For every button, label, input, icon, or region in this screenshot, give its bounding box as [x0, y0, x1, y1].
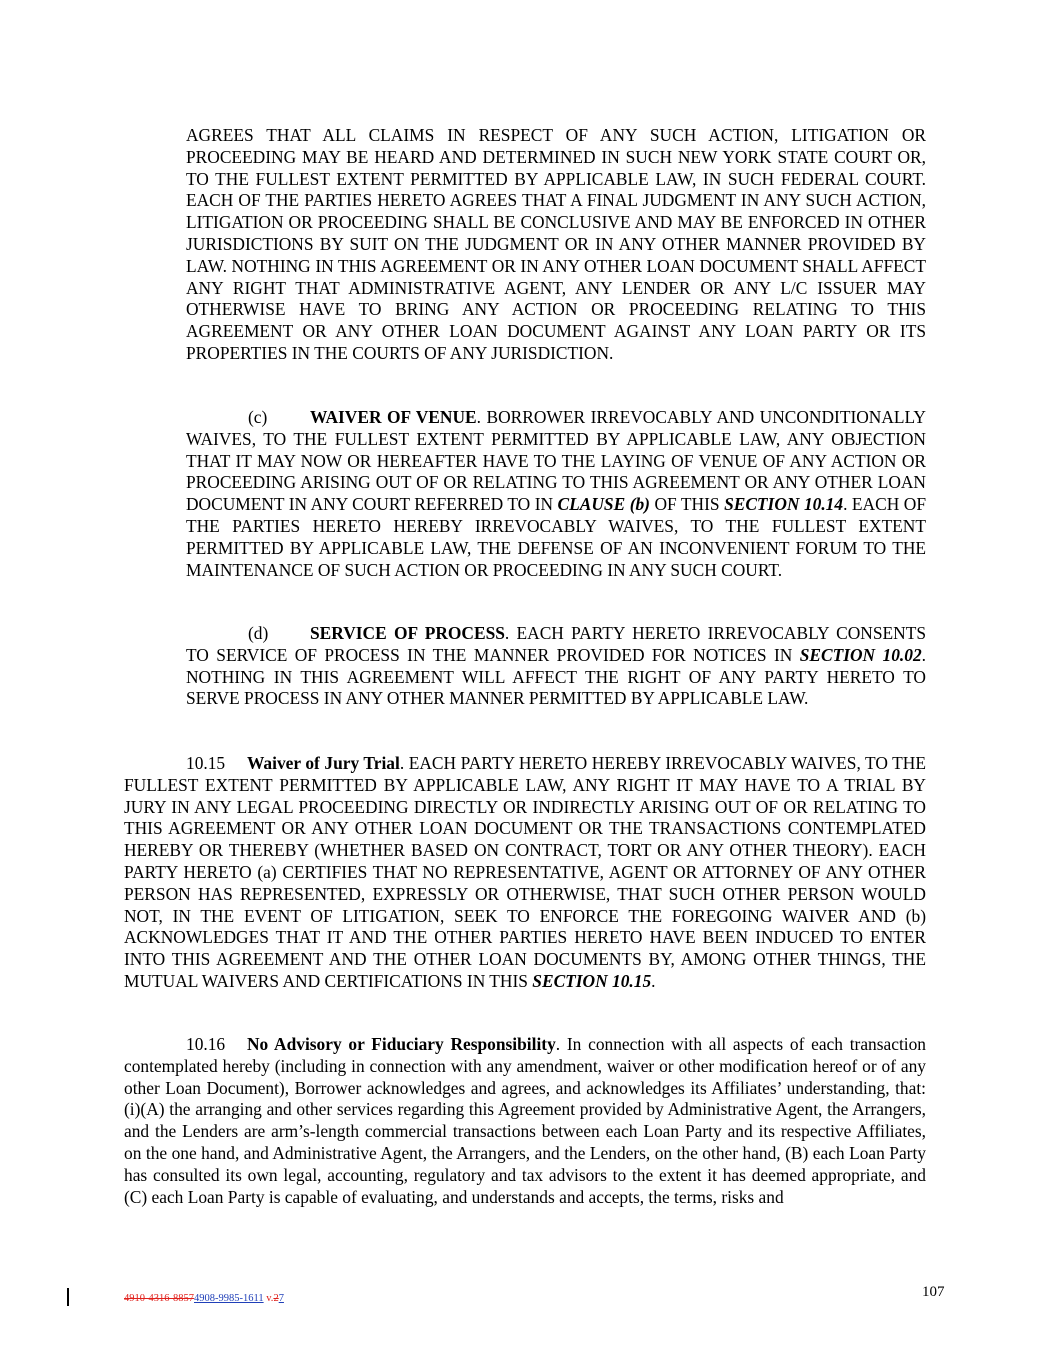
clause-label: (d): [248, 623, 269, 643]
inserted-version: 7: [278, 1293, 284, 1304]
section-text: . In connection with all aspects of each transaction contemplated hereby (including in connection with any amendment, waiver or other modification hereof or of any other Loan Document), Borrower acknowledges and agrees, and acknowledges its Affiliates’ understanding, that: (i)(A) the arranging and other services regarding this Agreement provided by Administrative Agent, the Arrangers, and the Lenders are arm’s-length commercial transactions between each Loan Party and its respective Affiliates, on the one hand, and Administrative Agent, the Arrangers, and the Lenders, on the other hand, (B) each Loan Party has consulted its own legal, accounting, regulatory and tax advisors to the extent it has deemed appropriate, and (C) each Loan Party is capable of evaluating, and understands and accepts, the terms, risks and: [124, 1034, 926, 1207]
paragraph-text: AGREES THAT ALL CLAIMS IN RESPECT OF ANY SUCH ACTION, LITIGATION OR PROCEEDING MAY BE HEARD AND DETERMINED IN SUCH NEW YORK STATE COURT OR, TO THE FULLEST EXTENT PERMITTED BY APPLICABLE LAW, IN SUCH FEDERAL COURT. EACH OF THE PARTIES HERETO AGREES THAT A FINAL JUDGMENT IN ANY SUCH ACTION, LITIGATION OR PROCEEDING SHALL BE CONCLUSIVE AND MAY BE ENFORCED IN OTHER JURISDICTIONS BY SUIT ON THE JUDGMENT OR IN ANY OTHER MANNER PROVIDED BY LAW. NOTHING IN THIS AGREEMENT OR IN ANY OTHER LOAN DOCUMENT SHALL AFFECT ANY RIGHT THAT ADMINISTRATIVE AGENT, ANY LENDER OR ANY L/C ISSUER MAY OTHERWISE HAVE TO BRING ANY ACTION OR PROCEEDING RELATING TO THIS AGREEMENT OR ANY OTHER LOAN DOCUMENT AGAINST ANY LOAN PARTY OR ITS PROPERTIES IN THE COURTS OF ANY JURISDICTION.: [186, 125, 926, 363]
clause-heading: WAIVER OF VENUE: [310, 407, 477, 427]
clause-text: OF THIS: [649, 494, 725, 515]
section-number: 10.16: [186, 1034, 226, 1054]
section-text: .: [651, 970, 656, 991]
cross-reference: SECTION 10.02: [799, 644, 922, 665]
section-10-15-waiver-of-jury-trial: [124, 753, 926, 993]
deleted-doc-id: 4910-4316-8857: [124, 1293, 194, 1304]
clause-heading: SERVICE OF PROCESS: [310, 623, 505, 643]
cross-reference: SECTION 10.14: [724, 494, 844, 515]
revision-change-bar: [67, 1288, 69, 1306]
inserted-doc-id: 4908-9985-1611: [194, 1293, 264, 1304]
section-heading: No Advisory or Fiduciary Responsibility: [247, 1034, 556, 1054]
section-heading: Waiver of Jury Trial: [247, 753, 400, 773]
cross-reference: SECTION 10.15: [532, 970, 652, 991]
section-10-16-no-advisory-responsibility: [124, 1034, 926, 1208]
section-text: . EACH PARTY HERETO HEREBY IRREVOCABLY WAIVES, TO THE FULLEST EXTENT PERMITTED BY APPLICABLE LAW, ANY RIGHT IT MAY HAVE TO A TRIAL BY JURY IN ANY LEGAL PROCEEDING DIRECTLY OR INDIRECTLY ARISING OUT OF OR RELATING TO THIS AGREEMENT OR ANY OTHER LOAN DOCUMENT OR THE TRANSACTIONS CONTEMPLATED HEREBY OR THEREBY (WHETHER BASED ON CONTRACT, TORT OR ANY OTHER THEORY). EACH PARTY HERETO (a) CERTIFIES THAT NO REPRESENTATIVE, AGENT OR ATTORNEY OF ANY OTHER PERSON HAS REPRESENTED, EXPRESSLY OR OTHERWISE, THAT SUCH OTHER PERSON WOULD NOT, IN THE EVENT OF LITIGATION, SEEK TO ENFORCE THE FOREGOING WAIVER AND (b) ACKNOWLEDGES THAT IT AND THE OTHER PARTIES HERETO HAVE BEEN INDUCED TO ENTER INTO THIS AGREEMENT AND THE OTHER LOAN DOCUMENTS BY, AMONG OTHER THINGS, THE MUTUAL WAIVERS AND CERTIFICATIONS IN THIS: [124, 753, 926, 991]
page-number: 107: [922, 1284, 945, 1300]
paragraph-jurisdiction-continued: [186, 125, 926, 365]
deleted-version: 2: [273, 1293, 279, 1304]
clause-text: . NOTHING IN THIS AGREEMENT WILL AFFECT THE RIGHT OF ANY PARTY HERETO TO SERVE PROCESS IN ANY OTHER MANNER PERMITTED BY APPLICABLE LAW.: [186, 644, 927, 709]
version-prefix: v.: [263, 1293, 274, 1304]
cross-reference: CLAUSE (b): [557, 494, 650, 515]
clause-text: . BORROWER IRREVOCABLY AND UNCONDITIONALLY WAIVES, TO THE FULLEST EXTENT PERMITTED BY APPLICABLE LAW, ANY OBJECTION THAT IT MAY NOW OR HEREAFTER HAVE TO THE LAYING OF VENUE OF ANY ACTION OR PROCEEDING ARISING OUT OF OR RELATING TO THIS AGREEMENT OR ANY OTHER LOAN DOCUMENT IN ANY COURT REFERRED TO IN: [186, 407, 926, 515]
clause-label: (c): [248, 407, 268, 427]
clause-text: . EACH PARTY HERETO IRREVOCABLY CONSENTS TO SERVICE OF PROCESS IN THE MANNER PROVIDED FOR NOTICES IN: [186, 623, 926, 665]
clause-text: . EACH OF THE PARTIES HERETO HEREBY IRREVOCABLY WAIVES, TO THE FULLEST EXTENT PERMITTED BY APPLICABLE LAW, THE DEFENSE OF AN INCONVENIENT FORUM TO THE MAINTENANCE OF SUCH ACTION OR PROCEEDING IN ANY SUCH COURT.: [186, 494, 927, 580]
clause-d-service-of-process: [186, 623, 926, 710]
footer-document-id: [124, 1293, 284, 1304]
clause-c-waiver-of-venue: [186, 407, 926, 581]
section-number: 10.15: [186, 753, 226, 773]
